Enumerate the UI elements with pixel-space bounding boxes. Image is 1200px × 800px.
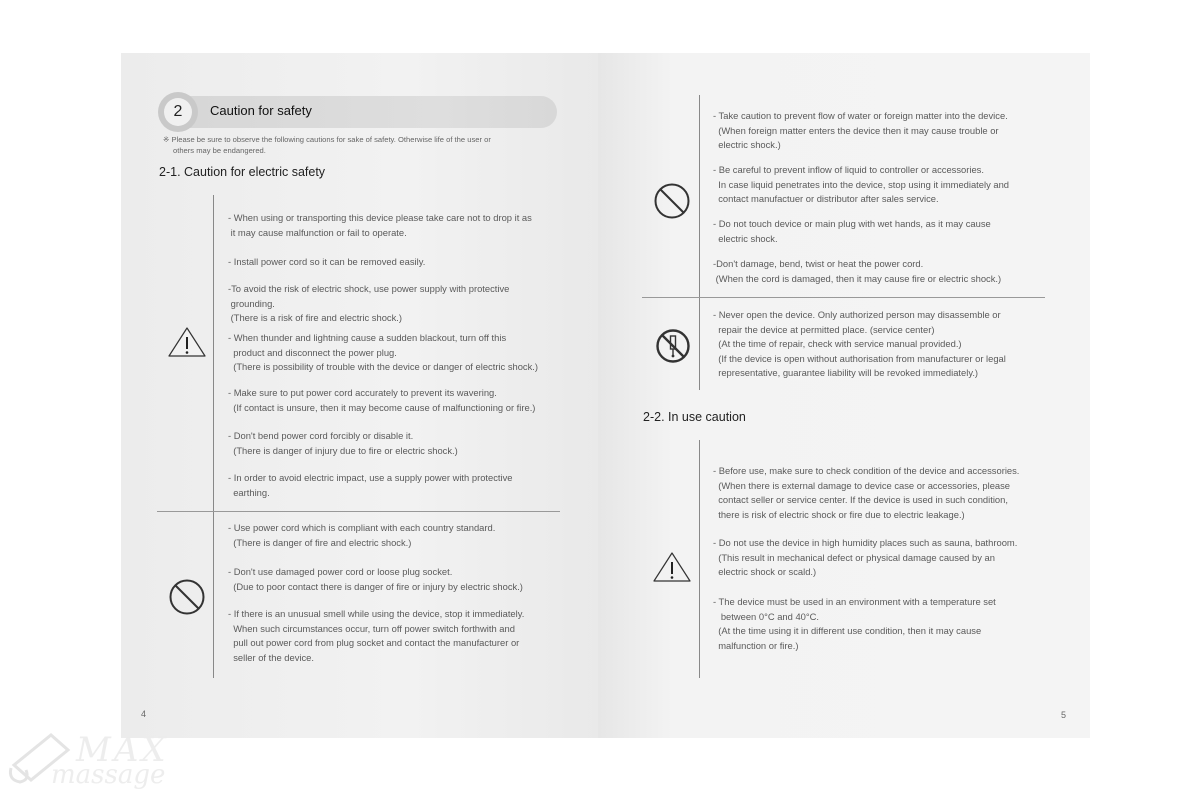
item-line: - Be careful to prevent inflow of liquid to controller or accessories.	[713, 164, 984, 175]
prohibited-icon	[168, 578, 206, 616]
warning-item	[228, 386, 535, 415]
item-line: representative, guarantee liability will be revoked immediately.)	[713, 367, 979, 378]
item-line: (There is danger of fire and electric shock.)	[228, 536, 412, 548]
item-line: - Take caution to prevent flow of water or foreign matter into the device.	[713, 110, 1008, 121]
item-line: repair the device at permitted place. (service center)	[713, 323, 935, 335]
item-line: When such circumstances occur, turn off power switch forthwith and	[228, 622, 515, 634]
warning-item	[228, 211, 532, 240]
item-line: (At the time of repair, check with service manual provided.)	[713, 338, 962, 349]
no-disassembly-icon	[655, 328, 691, 364]
item-line: (There is danger of injury due to fire or electric shock.)	[228, 444, 458, 456]
page-number-right: 5	[1061, 710, 1067, 720]
warning-item	[228, 255, 425, 270]
item-line: (When there is external damage to device case or accessories, please	[713, 479, 1011, 491]
warning-item	[713, 595, 996, 653]
item-line: (This result in mechanical defect or physical damage caused by an	[713, 551, 995, 563]
notice-line: ※ Please be sure to observe the following cautions for sake of safety. Otherwise life of the user or	[163, 135, 491, 144]
item-line: In case liquid penetrates into the device, stop using it immediately and	[713, 178, 1010, 190]
item-line: - Do not touch device or main plug with wet hands, as it may cause	[713, 218, 991, 229]
item-line: - When using or transporting this device please take care not to drop it as	[228, 212, 532, 223]
divider-horizontal	[157, 511, 560, 512]
prohibited-icon	[653, 182, 691, 220]
notice-line: others may be endangered.	[173, 146, 266, 155]
item-line: between 0°C and 40°C.	[713, 610, 819, 622]
item-line: - Install power cord so it can be removed easily.	[228, 256, 426, 267]
prohibit-item	[228, 565, 523, 594]
item-line: - Never open the device. Only authorized person may disassemble or	[713, 309, 1001, 320]
item-line: - If there is an unusual smell while using the device, stop it immediately.	[228, 608, 525, 619]
prohibit-item	[713, 257, 1001, 286]
item-line: - Make sure to put power cord accurately to prevent its wavering.	[228, 387, 497, 398]
item-line: - Don't bend power cord forcibly or disable it.	[228, 430, 414, 441]
item-line: (Due to poor contact there is danger of fire or injury by electric shock.)	[228, 580, 523, 592]
item-line: -To avoid the risk of electric shock, use power supply with protective	[228, 283, 510, 294]
item-line: electric shock.)	[713, 139, 781, 150]
item-line: (If contact is unsure, then it may become cause of malfunctioning or fire.)	[228, 401, 536, 413]
warning-triangle-icon	[167, 325, 207, 359]
item-line: (There is possibility of trouble with the device or danger of electric shock.)	[228, 361, 539, 372]
item-line: - In order to avoid electric impact, use a supply power with protective	[228, 472, 513, 483]
item-line: - Before use, make sure to check condition of the device and accessories.	[713, 465, 1020, 476]
item-line: (There is a risk of fire and electric shock.)	[228, 312, 403, 323]
prohibit-item	[713, 109, 1008, 153]
warning-triangle-icon	[652, 550, 692, 584]
item-line: seller of the device.	[228, 651, 314, 663]
watermark-text: MAX	[76, 730, 169, 770]
item-line: product and disconnect the power plug.	[228, 346, 397, 358]
item-line: contact seller or service center. If the device is used in such condition,	[713, 494, 1008, 505]
warning-item	[228, 429, 458, 458]
section-number: 2	[164, 98, 192, 126]
subsection-title-electric: 2-1. Caution for electric safety	[159, 165, 326, 179]
item-line: - Do not use the device in high humidity places such as sauna, bathroom.	[713, 537, 1018, 548]
item-line: electric shock or scald.)	[713, 566, 817, 577]
item-line: contact manufactuer or distributor after sales service.	[713, 193, 939, 204]
item-line: it may cause malfunction or fail to operate.	[228, 226, 407, 238]
item-line: malfunction or fire.)	[713, 639, 799, 651]
warning-item	[228, 471, 513, 500]
subsection-title-in-use: 2-2. In use caution	[643, 410, 746, 424]
prohibit-item	[228, 607, 524, 665]
watermark-text: massage	[51, 760, 166, 790]
prohibit-item	[228, 521, 495, 550]
page-number-left: 4	[141, 709, 147, 719]
item-line: there is risk of electric shock or fire due to electric leakage.)	[713, 508, 965, 520]
item-line: (When foreign matter enters the device then it may cause trouble or	[713, 124, 999, 136]
item-line: grounding.	[228, 297, 275, 309]
item-line: (If the device is open without authorisation from manufacturer or legal	[713, 352, 1006, 364]
item-line: (When the cord is damaged, then it may cause fire or electric shock.)	[713, 272, 1002, 284]
item-line: earthing.	[228, 486, 270, 498]
prohibit-item	[713, 163, 1009, 207]
safety-notice	[163, 134, 491, 156]
divider-vertical	[699, 440, 700, 678]
disassemble-item	[713, 308, 1006, 381]
warning-item	[713, 536, 1017, 580]
item-line: -Don't damage, bend, twist or heat the power cord.	[713, 258, 924, 269]
item-line: - The device must be used in an environment with a temperature set	[713, 596, 996, 607]
prohibit-item	[713, 217, 991, 246]
item-line: electric shock.	[713, 232, 778, 244]
divider-vertical	[699, 95, 700, 390]
divider-vertical	[213, 195, 214, 678]
item-line: - Don't use damaged power cord or loose plug socket.	[228, 566, 453, 577]
item-line: (At the time using it in different use condition, then it may cause	[713, 625, 982, 636]
item-line: pull out power cord from plug socket and contact the manufacturer or	[228, 637, 520, 648]
warning-item	[228, 282, 509, 326]
item-line: - When thunder and lightning cause a sudden blackout, turn off this	[228, 332, 507, 343]
divider-horizontal	[642, 297, 1045, 298]
section-title: Caution for safety	[210, 103, 312, 118]
item-line: - Use power cord which is compliant with each country standard.	[228, 522, 496, 533]
warning-item	[228, 331, 538, 375]
warning-item	[713, 464, 1019, 522]
